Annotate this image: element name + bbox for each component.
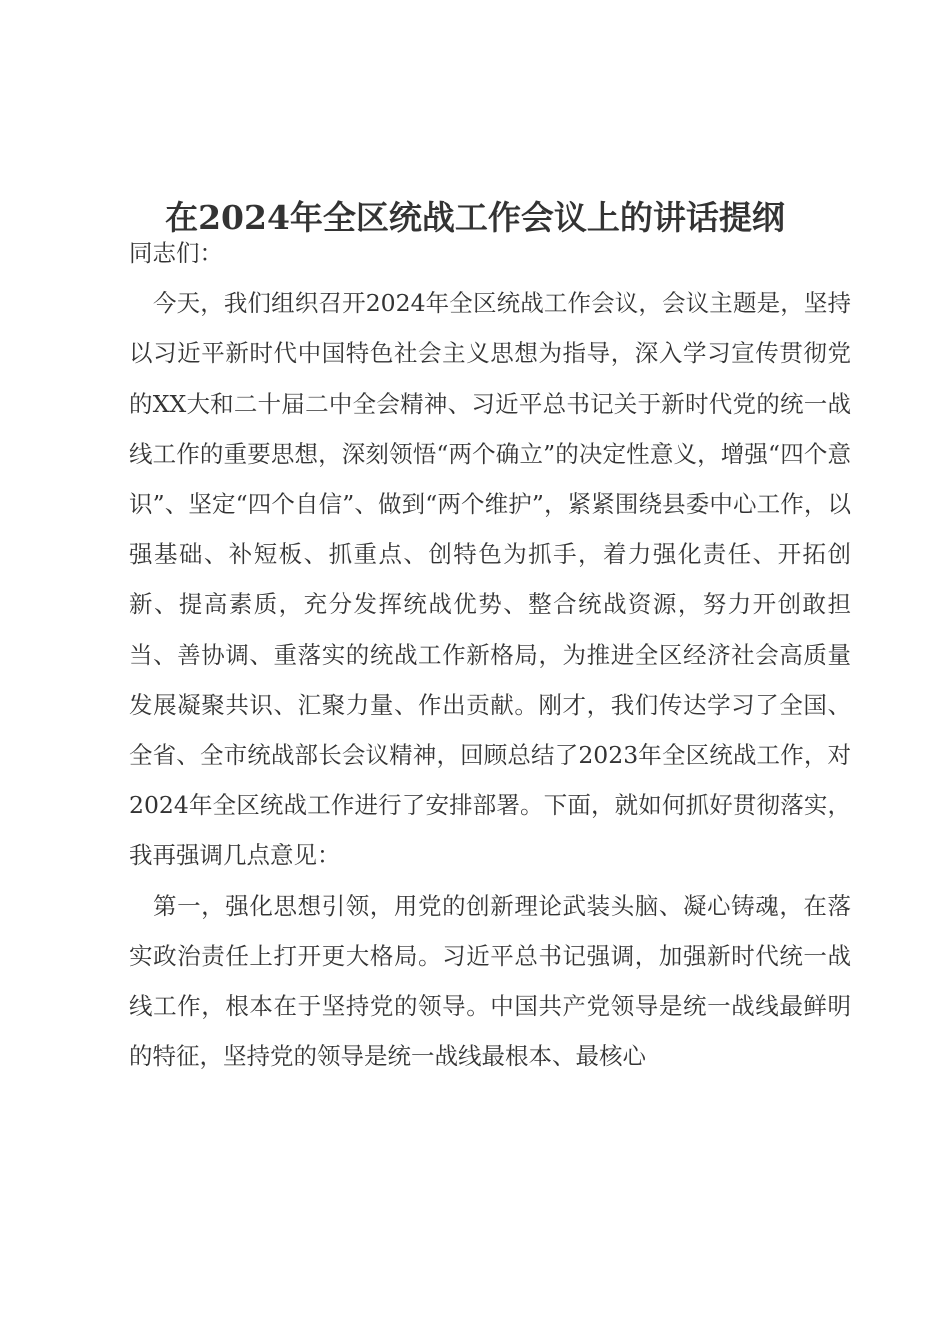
salutation: 同志们： bbox=[129, 239, 223, 267]
document-title: 在2024年全区统战工作会议上的讲话提纲 bbox=[165, 198, 785, 237]
document-body bbox=[129, 228, 851, 1081]
paragraph-intro: 今天，我们组织召开2024年全区统战工作会议，会议主题是，坚持以习近平新时代中国特色社会主义思想为指导，深入学习宣传贯彻党的XX大和二十届二中全会精神、习近平总书记关于新时代党的统一战线工作的重要思想，深刻领悟“两个确立”的决定性意义，增强“四个意识”、坚定“四个自信”、做到“两个维护”，紧紧围绕县委中心工作，以强基础、补短板、抓重点、创特色为抓手，着力强化责任、开拓创新、提高素质，充分发挥统战优势、整合统战资源，努力开创敢担当、善协调、重落实的统战工作新格局，为推进全区经济社会高质量发展凝聚共识、汇聚力量、作出贡献。刚才，我们传达学习了全国、全省、全市统战部长会议精神，回顾总结了2023年全区统战工作，对2024年全区统战工作进行了安排部署。下面，就如何抓好贯彻落实，我再强调几点意见： bbox=[129, 289, 851, 870]
paragraph-first-point: 第一，强化思想引领，用党的创新理论武装头脑、凝心铸魂，在落实政治责任上打开更大格局。习近平总书记强调，加强新时代统一战线工作，根本在于坚持党的领导。中国共产党领导是统一战线最鲜明的特征，坚持党的领导是统一战线最根本、最核心 bbox=[129, 891, 851, 1071]
